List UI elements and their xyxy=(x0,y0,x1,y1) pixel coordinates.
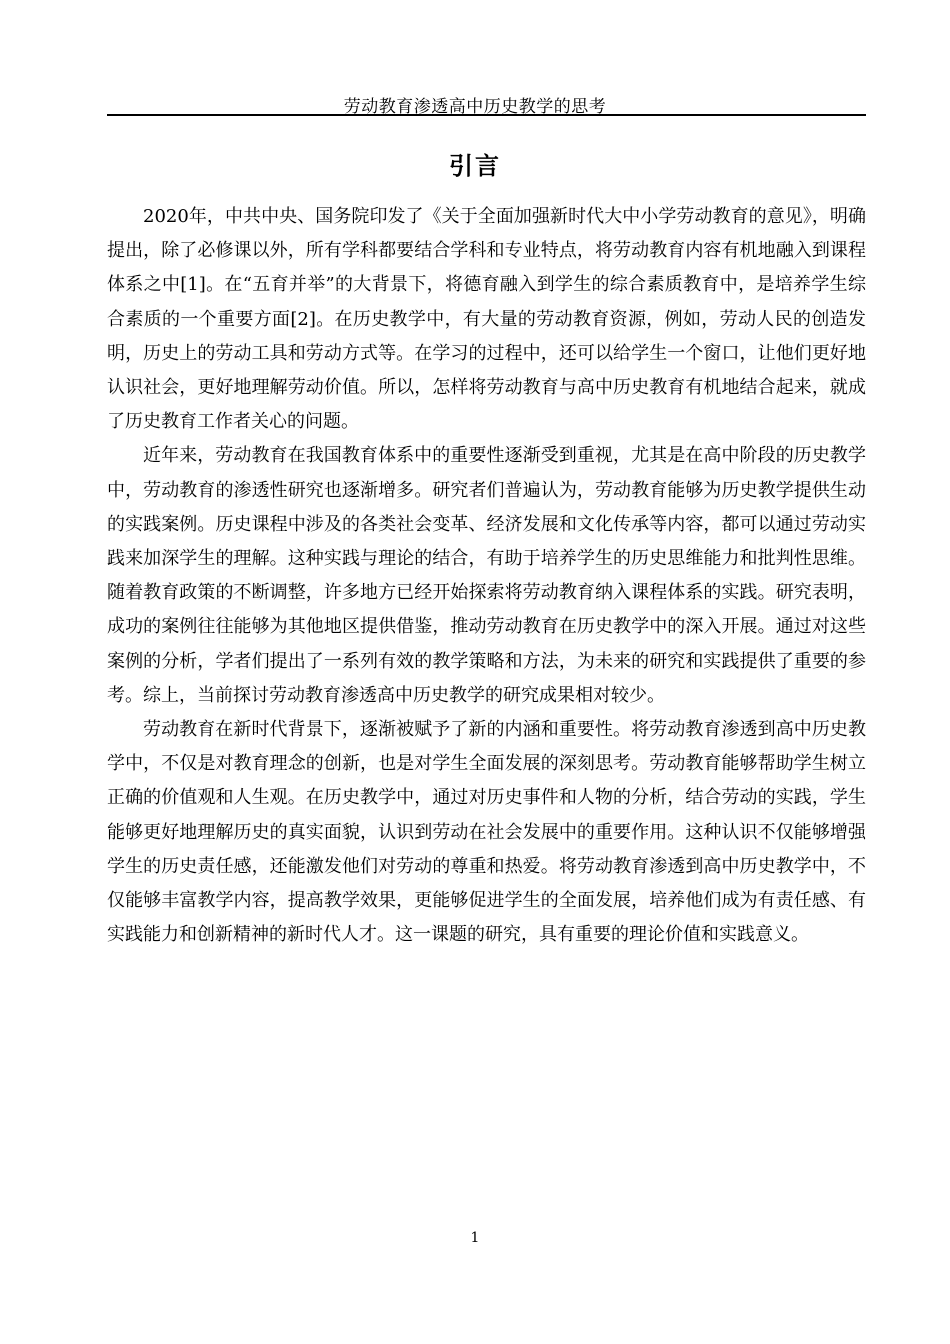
paragraph-3: 劳动教育在新时代背景下，逐渐被赋予了新的内涵和重要性。将劳动教育渗透到高中历史教学中，不仅是对教育理念的创新，也是对学生全面发展的深刻思考。劳动教育能够帮助学生树立正确的价值观和人生观。在历史教学中，通过对历史事件和人物的分析，结合劳动的实践，学生能够更好地理解历史的真实面貌，认识到劳动在社会发展中的重要作用。这种认识不仅能够增强学生的历史责任感，还能激发他们对劳动的尊重和热爱。将劳动教育渗透到高中历史教学中，不仅能够丰富教学内容，提高教学效果，更能够促进学生的全面发展，培养他们成为有责任感、有实践能力和创新精神的新时代人才。这一课题的研究，具有重要的理论价值和实践意义。 xyxy=(107,719,866,946)
paragraph-1: 2020年，中共中央、国务院印发了《关于全面加强新时代大中小学劳动教育的意见》，明确提出，除了必修课以外，所有学科都要结合学科和专业特点，将劳动教育内容有机地融入到课程体系之中[1]。在“五育并举”的大背景下，将德育融入到学生的综合素质教育中，是培养学生综合素质的一个重要方面[2]。在历史教学中，有大量的劳动教育资源，例如，劳动人民的创造发明，历史上的劳动工具和劳动方式等。在学习的过程中，还可以给学生一个窗口，让他们更好地认识社会，更好地理解劳动价值。所以，怎样将劳动教育与高中历史教育有机地结合起来，就成了历史教育工作者关心的问题。 xyxy=(107,206,866,433)
body-text xyxy=(107,200,866,952)
page-number: 1 xyxy=(470,1230,480,1246)
paragraph-2: 近年来，劳动教育在我国教育体系中的重要性逐渐受到重视，尤其是在高中阶段的历史教学中，劳动教育的渗透性研究也逐渐增多。研究者们普遍认为，劳动教育能够为历史教学提供生动的实践案例。历史课程中涉及的各类社会变革、经济发展和文化传承等内容，都可以通过劳动实践来加深学生的理解。这种实践与理论的结合，有助于培养学生的历史思维能力和批判性思维。随着教育政策的不断调整，许多地方已经开始探索将劳动教育纳入课程体系的实践。研究表明，成功的案例往往能够为其他地区提供借鉴，推动劳动教育在历史教学中的深入开展。通过对这些案例的分析，学者们提出了一系列有效的教学策略和方法，为未来的研究和实践提供了重要的参考。综上，当前探讨劳动教育渗透高中历史教学的研究成果相对较少。 xyxy=(107,445,866,706)
header-rule xyxy=(107,114,866,116)
section-title: 引言 xyxy=(449,152,501,180)
running-header: 劳动教育渗透高中历史教学的思考 xyxy=(343,97,607,117)
